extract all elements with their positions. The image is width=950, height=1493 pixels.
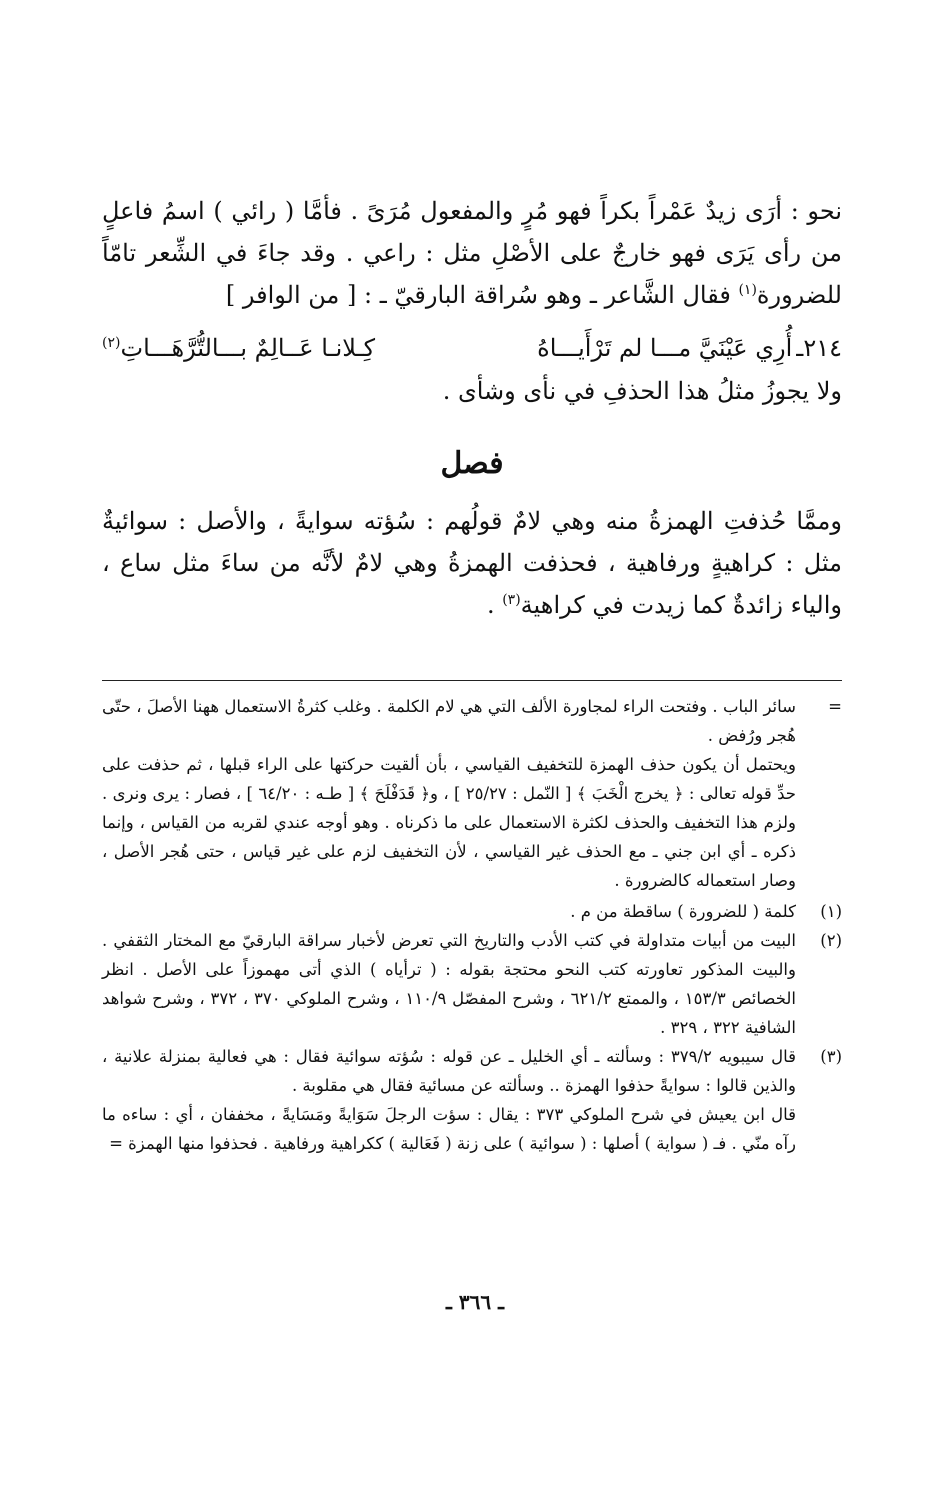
section-title: فصل — [440, 446, 504, 481]
paragraph-1: نحو : أرَى زيدٌ عَمْراً بكراً فهو مُرٍ والمفعول مُرَىً . فأمَّا ( رائي ) اسمُ فاعلٍ من رأى يَرَى فهو خارجٌ على الأصْلِ مثل : راعي . وقد جاءَ في الشِّعر تامّاً للضرورة$^{(١)}$ فقال الشَّاعر ـ وهو سُراقة البارقيّ ـ : [ من الوافر ] — [102, 197, 842, 309]
main-text — [102, 190, 842, 626]
verse-first-hemistich: أُرِي عَيْنَيَّ مـــا لم تَرْأَيـــاهُ — [537, 334, 793, 362]
footnote-continuation — [102, 692, 842, 895]
footnote-ref-1: (١) — [738, 282, 757, 298]
footnote-ref-3: (٣) — [502, 592, 521, 608]
footnote-ref-2: (٢) — [102, 335, 121, 351]
footnote-text-2: قال ابن يعيش في شرح الملوكي ٣٧٣ : يقال : سؤت الرجلَ سَوَايةً ومَسَايةً ، مخففان ، أي : ساءه ما رآه منّي . فـ ( سواية ) أصلها : ( سوائية ) على زنة ( فَعَالية ) ككراهية ورفاهية . فحذفوا منها الهمزة = — [102, 1105, 796, 1153]
footnote-continuation-text-2: ويحتمل أن يكون حذف الهمزة للتخفيف القياسي ، بأن ألقيت حركتها على الراء قبلها ، ثم حذفت على حدِّ قوله تعالى : ﴿ يخرج الْخَبَ ﴾ [ النّمل : ٢٥/٢٧ ] ، و﴿ قَدَفْلَحَ ﴾ [ طـه : ٦٤/٢٠ ] ، فصار : يرى ونرى . ولزم هذا التخفيف والحذف لكثرة الاستعمال على ما ذكرناه . وهو أوجه عندي لقربه من القياس ، وإنما ذكره ـ أي ابن جني ـ مع الحذف غير القياسي ، لأن التخفيف لزم على غير قياس ، حتى هُجر الأصل ، وصار استعماله كالضرورة . — [102, 755, 796, 890]
footnotes — [102, 692, 842, 1158]
footnote-number: (٣) — [820, 1047, 842, 1066]
footnote-text: كلمة ( للضرورة ) ساقطة من م . — [570, 902, 796, 921]
footnote-3 — [102, 1042, 842, 1158]
paragraph-3: وممَّا حُذفتِ الهمزةُ منه وهي لامٌ قولُهم : سُؤته سوايةً ، والأصل : سوائيةٌ مثل : كراهيةٍ ورفاهية ، فحذفت الهمزةُ وهي لامٌ لأنَّه من ساءَ مثل ساع ، والياء زائدةٌ كما زيدت في كراهية$^{(٣)}$ . — [102, 507, 842, 619]
verse-second-hemistich: كِـلانـا عَــالِمٌ بـــالتُّرَّهَـــاتِ$^{(٢)}$ — [102, 334, 376, 362]
footnote-number: (١) — [820, 902, 842, 921]
footnote-divider — [102, 680, 842, 681]
continuation-mark: = — [828, 697, 842, 716]
page-number: ـ ٣٦٦ ـ — [446, 1290, 504, 1314]
paragraph-2: ولا يجوزُ مثلُ هذا الحذفِ في نأى وشأى . — [442, 377, 842, 405]
footnote-continuation-text-1: سائر الباب . وفتحت الراء لمجاورة الألف التي هي لام الكلمة . وغلب كثرةُ الاستعمال ههنا الأصلَ ، حتّى هُجر ورُفض . — [102, 697, 796, 745]
poetry-verse — [102, 326, 842, 370]
footnote-2 — [102, 926, 842, 1042]
footnote-text-1: قال سيبويه ٣٧٩/٢ : وسألته ـ أي الخليل ـ عن قوله : سُؤته سوائية فقال : هي فعالية بمنزلة علانية ، والذين قالوا : سوايةً حذفوا الهمزة .. وسألته عن مسائية فقال هي مقلوبة . — [102, 1047, 797, 1095]
footnote-1 — [102, 897, 842, 926]
verse-number: ٢١٤ـ — [796, 334, 842, 362]
footnote-text: البيت من أبيات متداولة في كتب الأدب والتاريخ التي تعرض لأخبار سراقة البارقيّ مع المختار الثقفي . والبيت المذكور تعاورته كتب النحو محتجة بقوله : ( ترأياه ) الذي أتى مهموزاً على الأصل . انظر الخصائص ١٥٣/٣ ، والممتع ٦٢١/٢ ، وشرح المفصّل ١١٠/٩ ، وشرح الملوكي ٣٧٠ ، ٣٧٢ ، وشرح شواهد الشافية ٣٢٢ ، ٣٢٩ . — [102, 931, 796, 1037]
footnote-number: (٢) — [820, 931, 842, 950]
